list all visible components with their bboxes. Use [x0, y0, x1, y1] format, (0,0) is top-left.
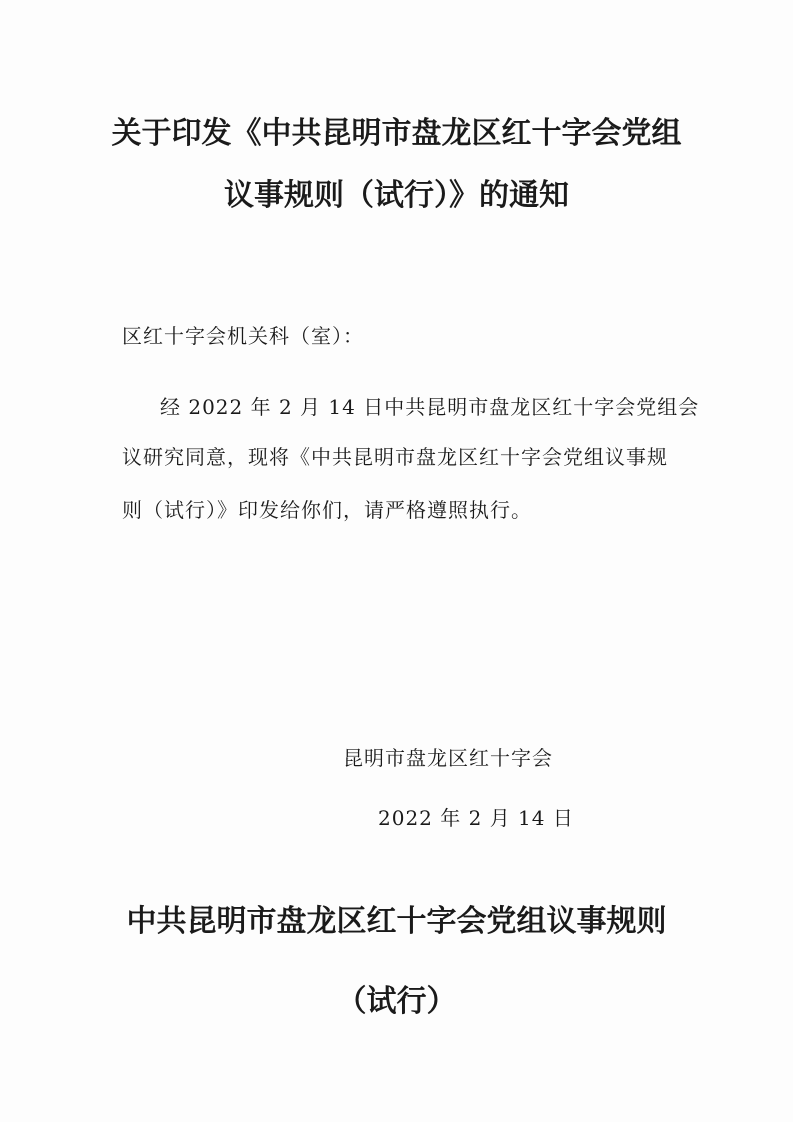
salutation: 区红十字会机关科（室）：	[122, 324, 364, 348]
signer: 昆明市盘龙区红十字会	[343, 746, 553, 770]
body-line-3: 则（试行）》印发给你们，请严格遵照执行。	[122, 498, 532, 522]
rules-subtitle: （试行）	[336, 984, 457, 1019]
issue-date: 2022 年 2 月 14 日	[378, 806, 574, 830]
notice-title-line-1: 关于印发《中共昆明市盘龙区红十字会党组	[111, 116, 682, 151]
rules-title: 中共昆明市盘龙区红十字会党组议事规则	[126, 904, 667, 939]
body-line-1: 经 2022 年 2 月 14 日中共昆明市盘龙区红十字会党组会	[160, 395, 700, 419]
body-line-2: 议研究同意，现将《中共昆明市盘龙区红十字会党组议事规	[122, 445, 668, 469]
notice-title-line-2: 议事规则（试行）》的通知	[224, 178, 569, 213]
